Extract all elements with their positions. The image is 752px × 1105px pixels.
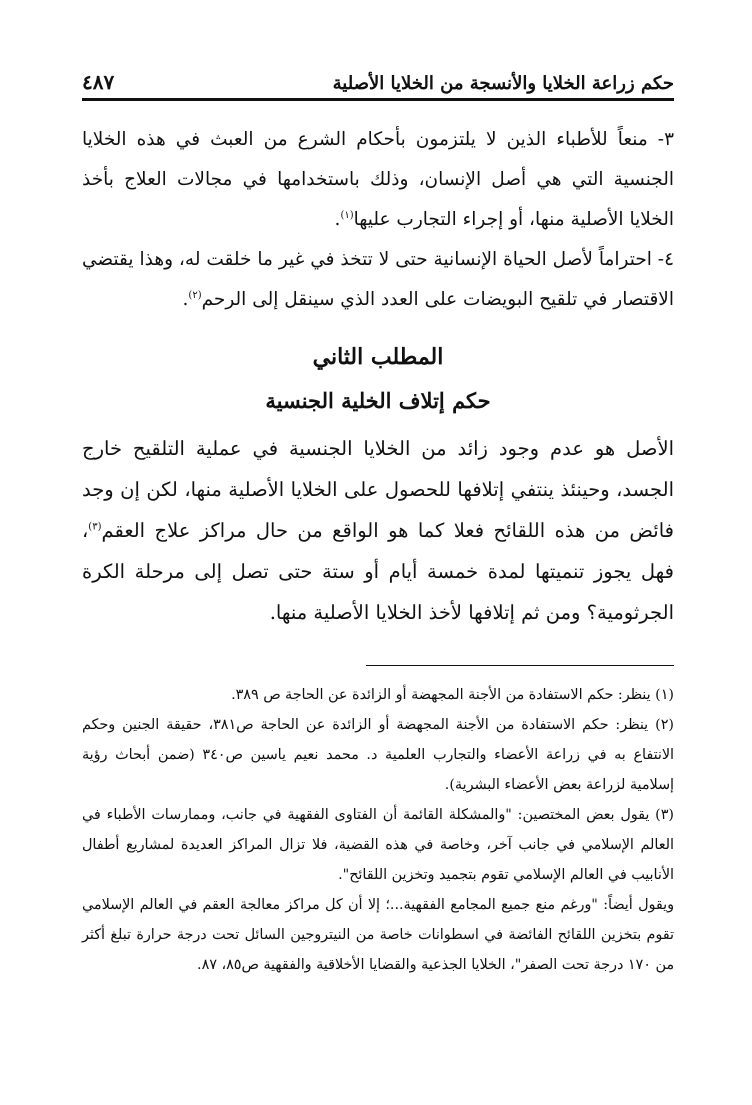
running-header: [82, 70, 674, 101]
footnote-ref-1: (١): [340, 209, 354, 221]
footnote-divider: [366, 665, 674, 666]
footnotes: [82, 680, 674, 980]
main-paragraph-block: [82, 428, 674, 633]
point-3-end: .: [334, 209, 341, 230]
footnote-1: (١) ينظر: حكم الاستفادة من الأجنة المجهضة أو الزائدة عن الحاجة ص ٣٨٩.: [231, 687, 674, 703]
section-subheading: حكم إتلاف الخلية الجنسية: [265, 388, 491, 413]
main-paragraph: [82, 428, 674, 633]
main-paragraph-text: الأصل هو عدم وجود زائد من الخلايا الجنسية في عملية التلقيح خارج الجسد، وحينئذ ينتفي إتلافها للحصول على الخلايا الأصلية منها، لكن إن وجد فائض من هذه اللقائح فعلا كما هو الواقع من حال مراكز علاج العقم: [82, 437, 674, 542]
footnote-ref-3: (٣): [88, 521, 102, 533]
paragraph-point-3: [82, 120, 674, 240]
footnote-ref-2: (٢): [188, 289, 202, 301]
footnote-3: (٣) يقول بعض المختصين: "والمشكلة القائمة أن الفتاوى الفقهية في جانب، وممارسات الأطباء في العالم الإسلامي في جانب آخر، وخاصة في هذه القضية، فلا تزال المراكز العديدة لمشاريع أطفال الأنابيب في العالم الإسلامي تقوم بتجميد وتخزين اللقائح".: [82, 807, 674, 883]
point-3-text: ٣- منعاً للأطباء الذين لا يلتزمون بأحكام الشرع من العبث في هذه الخلايا الجنسية التي هي أصل الإنسان، وذلك باستخدامها في مجالات العلاج بأخذ الخلايا الأصلية منها، أو إجراء التجارب عليها: [82, 129, 674, 230]
page-number: ٤٨٧: [82, 70, 115, 94]
footnote-3-continued: ويقول أيضاً: "ورغم منع جميع المجامع الفقهية...؛ إلا أن كل مراكز معالجة العقم في العالم الإسلامي تقوم بتخزين اللقائح الفائضة في اسطوانات خاصة من النيتروجين السائل تحت درجة حرارة تبلغ أكثر من ١٧٠ درجة تحت الصفر"، الخلايا الجذعية والقضايا الأخلاقية والفقهية ص٨٥، ٨٧.: [82, 897, 674, 973]
running-title: حكم زراعة الخلايا والأنسجة من الخلايا الأصلية: [332, 73, 674, 94]
point-4-end: .: [182, 289, 189, 310]
point-4-text: ٤- احتراماً لأصل الحياة الإنسانية حتى لا تتخذ في غير ما خلقت له، وهذا يقتضي الاقتصار في تلقيح البويضات على العدد الذي سينقل إلى الرحم: [82, 249, 674, 310]
main-paragraph-end: ، فهل يجوز تنميتها لمدة خمسة أيام أو ستة حتى تصل إلى مرحلة الكرة الجرثومية؟ ومن ثم إتلافها لأخذ الخلايا الأصلية منها.: [82, 519, 674, 624]
points-block: [82, 120, 674, 320]
paragraph-point-4: [82, 240, 674, 320]
footnote-2: (٢) ينظر: حكم الاستفادة من الأجنة المجهضة أو الزائدة عن الحاجة ص٣٨١، حقيقة الجنين وحكم الانتفاع به في زراعة الأعضاء والتجارب العلمية د. محمد نعيم ياسين ص٣٤٠ (ضمن أبحاث رؤية إسلامية لزراعة بعض الأعضاء البشرية).: [82, 717, 674, 793]
section-heading: المطلب الثاني: [312, 344, 444, 370]
